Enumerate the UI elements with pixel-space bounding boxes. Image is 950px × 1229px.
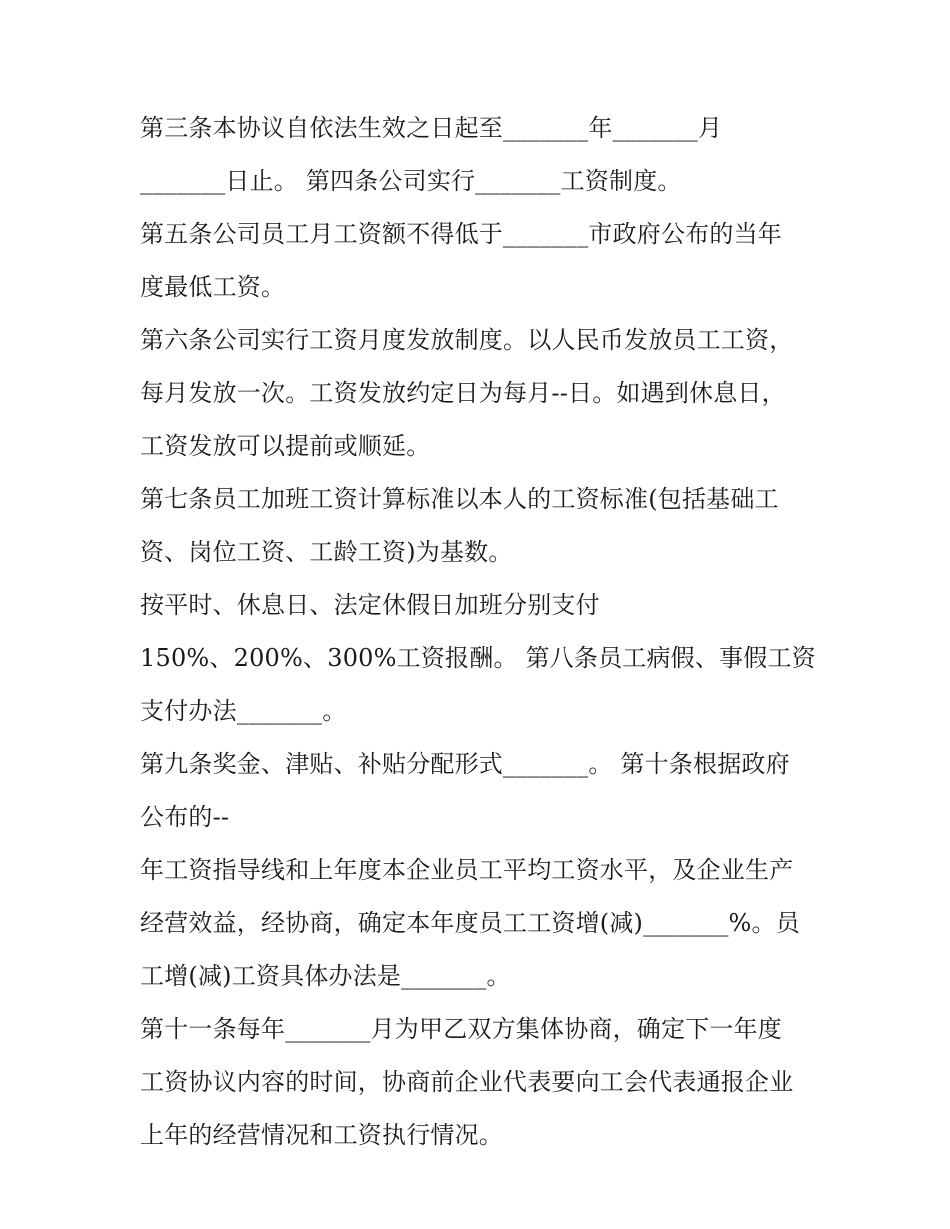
text-line: 按平时、休息日、法定休假日加班分别支付 (140, 591, 600, 619)
text-line: 150%、200%、300%工资报酬。 第八条员工病假、事假工资 (140, 644, 816, 672)
text-line: 第十一条每年_______月为甲乙双方集体协商，确定下一年度 (140, 1015, 782, 1043)
text-line: _______日止。 第四条公司实行_______工资制度。 (140, 167, 682, 195)
text-line: 公布的-- (140, 803, 230, 831)
text-line: 工资发放可以提前或顺延。 (140, 432, 431, 460)
text-line: 度最低工资。 (140, 273, 286, 301)
text-line: 工增(减)工资具体办法是_______。 (140, 962, 511, 990)
text-line: 第五条公司员工月工资额不得低于_______市政府公布的当年 (140, 220, 782, 248)
text-line: 工资协议内容的时间，协商前企业代表要向工会代表通报企业 (140, 1068, 794, 1096)
text-line: 第七条员工加班工资计算标准以本人的工资标准(包括基础工 (140, 485, 779, 513)
text-line: 上年的经营情况和工资执行情况。 (140, 1121, 503, 1149)
text-line: 第九条奖金、津贴、补贴分配形式_______。 第十条根据政府 (140, 750, 790, 778)
text-line: 第三条本协议自依法生效之日起至_______年_______月 (140, 114, 723, 142)
text-line: 经营效益，经协商，确定本年度员工工资增(减)_______%。员 (140, 909, 800, 937)
text-line: 支付办法_______。 (140, 697, 347, 725)
text-line: 第六条公司实行工资月度发放制度。以人民币发放员工工资， (140, 326, 794, 354)
text-line: 资、岗位工资、工龄工资)为基数。 (140, 538, 513, 566)
text-line: 年工资指导线和上年度本企业员工平均工资水平，及企业生产 (140, 856, 794, 884)
text-line: 每月发放一次。工资发放约定日为每月--日。如遇到休息日， (140, 379, 786, 407)
